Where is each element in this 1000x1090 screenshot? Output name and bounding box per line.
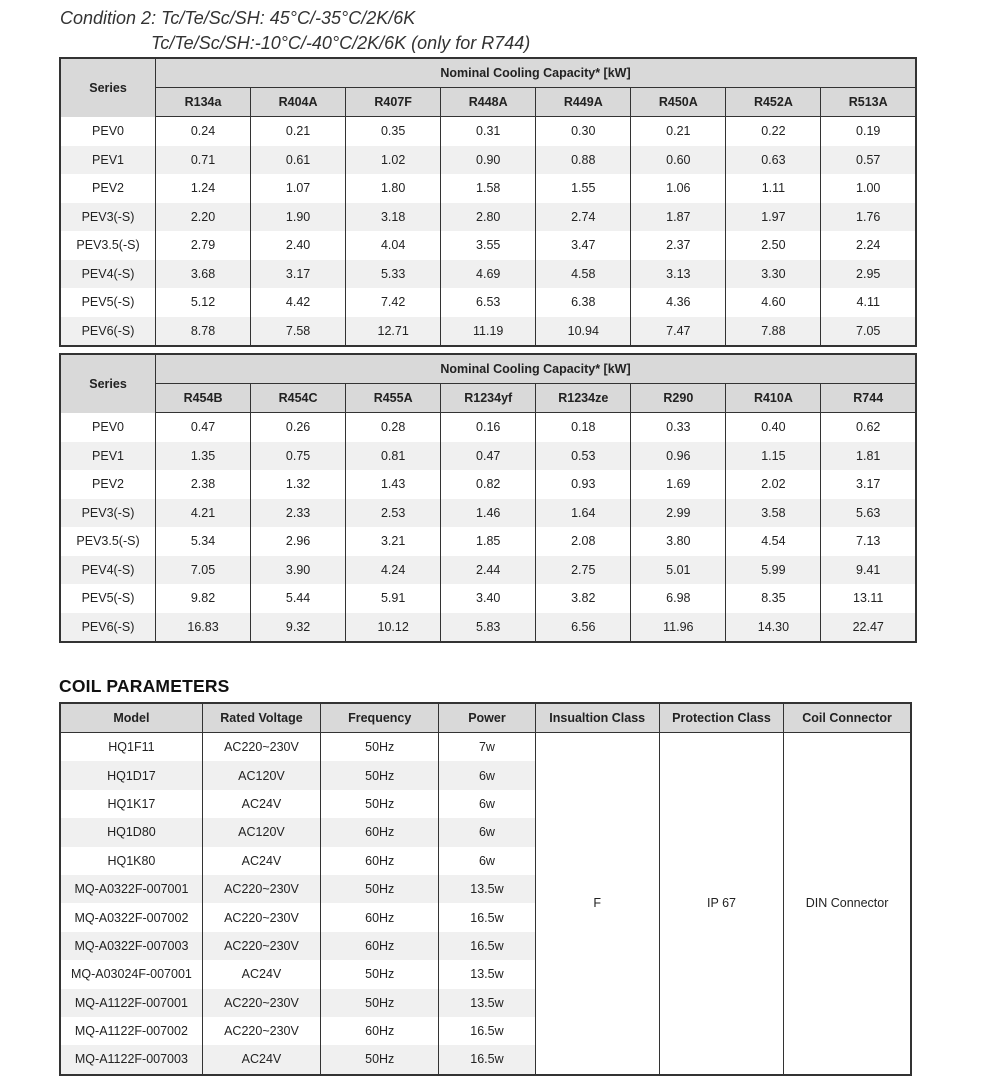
coil-model-cell: MQ-A0322F-007002 xyxy=(60,903,202,931)
capacity-cell: 2.79 xyxy=(156,231,251,260)
capacity-cell: 13.11 xyxy=(821,584,916,613)
table-row xyxy=(60,584,916,613)
capacity-cell: 0.63 xyxy=(726,146,821,175)
capacity-cell: 1.46 xyxy=(441,499,536,528)
coil-voltage-cell: AC24V xyxy=(202,960,320,988)
capacity-cell: 3.40 xyxy=(441,584,536,613)
capacity-cell: 3.80 xyxy=(631,527,726,556)
coil-power-cell: 16.5w xyxy=(439,932,535,960)
capacity-cell: 0.57 xyxy=(821,146,916,175)
capacity-cell: 0.71 xyxy=(156,146,251,175)
coil-frequency-cell: 60Hz xyxy=(321,1017,439,1045)
refrigerant-header: R454B xyxy=(156,384,251,413)
coil-power-cell: 16.5w xyxy=(439,1045,535,1074)
capacity-cell: 0.35 xyxy=(346,117,441,146)
capacity-cell: 2.50 xyxy=(726,231,821,260)
refrigerant-header: R744 xyxy=(821,384,916,413)
capacity-cell: 0.22 xyxy=(726,117,821,146)
table-row xyxy=(60,260,916,289)
capacity-cell: 0.96 xyxy=(631,442,726,471)
capacity-cell: 2.95 xyxy=(821,260,916,289)
capacity-cell: 3.30 xyxy=(726,260,821,289)
capacity-cell: 0.31 xyxy=(441,117,536,146)
capacity-cell: 3.17 xyxy=(251,260,346,289)
capacity-cell: 2.74 xyxy=(536,203,631,232)
coil-frequency-cell: 50Hz xyxy=(321,989,439,1017)
coil-voltage-cell: AC120V xyxy=(202,818,320,846)
capacity-cell: 7.42 xyxy=(346,288,441,317)
coil-voltage-cell: AC24V xyxy=(202,1045,320,1074)
capacity-cell: 0.21 xyxy=(631,117,726,146)
capacity-cell: 0.30 xyxy=(536,117,631,146)
refrigerant-header: R404A xyxy=(251,88,346,117)
capacity-cell: 5.33 xyxy=(346,260,441,289)
coil-voltage-cell: AC220~230V xyxy=(202,875,320,903)
refrigerant-header: R134a xyxy=(156,88,251,117)
coil-frequency-cell: 50Hz xyxy=(321,733,439,762)
capacity-cell: 5.01 xyxy=(631,556,726,585)
capacity-cell: 2.44 xyxy=(441,556,536,585)
capacity-cell: 9.32 xyxy=(251,613,346,643)
refrigerant-header: R290 xyxy=(631,384,726,413)
coil-frequency-cell: 50Hz xyxy=(321,1045,439,1074)
capacity-cell: 4.36 xyxy=(631,288,726,317)
table-row xyxy=(60,442,916,471)
coil-power-cell: 7w xyxy=(439,733,535,762)
capacity-cell: 12.71 xyxy=(346,317,441,347)
coil-header: Frequency xyxy=(321,703,439,733)
refrigerant-header: R410A xyxy=(726,384,821,413)
table-row xyxy=(60,317,916,347)
capacity-cell: 1.69 xyxy=(631,470,726,499)
capacity-cell: 1.15 xyxy=(726,442,821,471)
capacity-cell: 3.47 xyxy=(536,231,631,260)
coil-voltage-cell: AC24V xyxy=(202,790,320,818)
coil-power-cell: 13.5w xyxy=(439,989,535,1017)
capacity-cell: 3.17 xyxy=(821,470,916,499)
series-cell: PEV6(-S) xyxy=(60,317,156,347)
table-row xyxy=(60,499,916,528)
coil-voltage-cell: AC24V xyxy=(202,847,320,875)
capacity-cell: 6.56 xyxy=(536,613,631,643)
capacity-cell: 3.68 xyxy=(156,260,251,289)
capacity-cell: 1.80 xyxy=(346,174,441,203)
capacity-cell: 4.69 xyxy=(441,260,536,289)
capacity-cell: 7.05 xyxy=(821,317,916,347)
coil-header: Rated Voltage xyxy=(202,703,320,733)
coil-model-cell: HQ1F11 xyxy=(60,733,202,762)
table-row xyxy=(60,117,916,146)
capacity-cell: 2.37 xyxy=(631,231,726,260)
capacity-cell: 8.78 xyxy=(156,317,251,347)
coil-voltage-cell: AC120V xyxy=(202,761,320,789)
capacity-cell: 10.12 xyxy=(346,613,441,643)
capacity-cell: 1.76 xyxy=(821,203,916,232)
capacity-cell: 0.16 xyxy=(441,413,536,442)
capacity-cell: 2.40 xyxy=(251,231,346,260)
coil-model-cell: MQ-A1122F-007002 xyxy=(60,1017,202,1045)
table-row xyxy=(60,556,916,585)
coil-frequency-cell: 50Hz xyxy=(321,761,439,789)
series-cell: PEV3.5(-S) xyxy=(60,527,156,556)
capacity-cell: 3.58 xyxy=(726,499,821,528)
coil-voltage-cell: AC220~230V xyxy=(202,1017,320,1045)
capacity-cell: 0.81 xyxy=(346,442,441,471)
insulation-class-cell: F xyxy=(535,733,659,1075)
coil-frequency-cell: 60Hz xyxy=(321,847,439,875)
capacity-cell: 0.18 xyxy=(536,413,631,442)
coil-power-cell: 6w xyxy=(439,761,535,789)
capacity-cell: 0.33 xyxy=(631,413,726,442)
capacity-cell: 1.35 xyxy=(156,442,251,471)
coil-model-cell: MQ-A0322F-007003 xyxy=(60,932,202,960)
series-cell: PEV6(-S) xyxy=(60,613,156,643)
table-row xyxy=(60,146,916,175)
capacity-cell: 22.47 xyxy=(821,613,916,643)
capacity-cell: 2.53 xyxy=(346,499,441,528)
capacity-cell: 0.28 xyxy=(346,413,441,442)
capacity-cell: 16.83 xyxy=(156,613,251,643)
capacity-cell: 1.81 xyxy=(821,442,916,471)
series-cell: PEV0 xyxy=(60,413,156,442)
capacity-cell: 0.82 xyxy=(441,470,536,499)
coil-model-cell: MQ-A1122F-007001 xyxy=(60,989,202,1017)
refrigerant-header: R1234ze xyxy=(536,384,631,413)
coil-frequency-cell: 60Hz xyxy=(321,818,439,846)
capacity-cell: 7.58 xyxy=(251,317,346,347)
capacity-cell: 0.90 xyxy=(441,146,536,175)
capacity-cell: 5.34 xyxy=(156,527,251,556)
capacity-cell: 2.24 xyxy=(821,231,916,260)
coil-model-cell: MQ-A03024F-007001 xyxy=(60,960,202,988)
table-row xyxy=(60,231,916,260)
series-cell: PEV2 xyxy=(60,470,156,499)
capacity-cell: 4.60 xyxy=(726,288,821,317)
capacity-cell: 5.44 xyxy=(251,584,346,613)
coil-frequency-cell: 50Hz xyxy=(321,875,439,903)
capacity-cell: 1.07 xyxy=(251,174,346,203)
refrigerant-header: R450A xyxy=(631,88,726,117)
coil-header: Insualtion Class xyxy=(535,703,659,733)
capacity-cell: 6.98 xyxy=(631,584,726,613)
series-cell: PEV4(-S) xyxy=(60,260,156,289)
capacity-cell: 0.24 xyxy=(156,117,251,146)
coil-frequency-cell: 50Hz xyxy=(321,960,439,988)
capacity-cell: 7.13 xyxy=(821,527,916,556)
capacity-cell: 0.62 xyxy=(821,413,916,442)
capacity-cell: 3.21 xyxy=(346,527,441,556)
capacity-cell: 0.60 xyxy=(631,146,726,175)
capacity-cell: 0.53 xyxy=(536,442,631,471)
coil-connector-cell: DIN Connector xyxy=(784,733,911,1075)
series-header: Series xyxy=(60,354,156,413)
coil-voltage-cell: AC220~230V xyxy=(202,989,320,1017)
capacity-cell: 1.00 xyxy=(821,174,916,203)
table-row xyxy=(60,733,911,762)
capacity-cell: 0.75 xyxy=(251,442,346,471)
capacity-cell: 3.13 xyxy=(631,260,726,289)
coil-voltage-cell: AC220~230V xyxy=(202,932,320,960)
refrigerant-header: R454C xyxy=(251,384,346,413)
capacity-cell: 1.02 xyxy=(346,146,441,175)
series-cell: PEV5(-S) xyxy=(60,288,156,317)
capacity-cell: 0.61 xyxy=(251,146,346,175)
capacity-cell: 0.47 xyxy=(441,442,536,471)
coil-parameters-table xyxy=(59,702,912,1076)
condition-line-1: Condition 2: Tc/Te/Sc/SH: 45°C/-35°C/2K/6K xyxy=(60,8,416,28)
coil-model-cell: MQ-A0322F-007001 xyxy=(60,875,202,903)
capacity-cell: 1.06 xyxy=(631,174,726,203)
coil-frequency-cell: 50Hz xyxy=(321,790,439,818)
refrigerant-header: R513A xyxy=(821,88,916,117)
capacity-cell: 3.90 xyxy=(251,556,346,585)
capacity-cell: 4.04 xyxy=(346,231,441,260)
refrigerant-header: R452A xyxy=(726,88,821,117)
capacity-cell: 10.94 xyxy=(536,317,631,347)
coil-model-cell: HQ1D17 xyxy=(60,761,202,789)
capacity-cell: 4.58 xyxy=(536,260,631,289)
coil-power-cell: 6w xyxy=(439,790,535,818)
capacity-cell: 0.93 xyxy=(536,470,631,499)
series-cell: PEV3(-S) xyxy=(60,499,156,528)
coil-model-cell: MQ-A1122F-007003 xyxy=(60,1045,202,1074)
coil-power-cell: 16.5w xyxy=(439,903,535,931)
group-header: Nominal Cooling Capacity* [kW] xyxy=(156,58,917,88)
coil-parameters-title: COIL PARAMETERS xyxy=(59,676,230,696)
table-row xyxy=(60,288,916,317)
table-row xyxy=(60,174,916,203)
capacity-cell: 5.91 xyxy=(346,584,441,613)
capacity-cell: 11.19 xyxy=(441,317,536,347)
capacity-cell: 2.08 xyxy=(536,527,631,556)
capacity-cell: 1.90 xyxy=(251,203,346,232)
capacity-cell: 4.21 xyxy=(156,499,251,528)
coil-model-cell: HQ1K17 xyxy=(60,790,202,818)
capacity-cell: 5.12 xyxy=(156,288,251,317)
capacity-cell: 6.53 xyxy=(441,288,536,317)
capacity-cell: 1.43 xyxy=(346,470,441,499)
capacity-cell: 1.32 xyxy=(251,470,346,499)
capacity-cell: 2.80 xyxy=(441,203,536,232)
table-row xyxy=(60,613,916,643)
coil-header: Power xyxy=(439,703,535,733)
coil-power-cell: 6w xyxy=(439,847,535,875)
capacity-cell: 3.18 xyxy=(346,203,441,232)
capacity-cell: 7.88 xyxy=(726,317,821,347)
series-cell: PEV4(-S) xyxy=(60,556,156,585)
capacity-cell: 4.24 xyxy=(346,556,441,585)
group-header: Nominal Cooling Capacity* [kW] xyxy=(156,354,917,384)
capacity-cell: 5.99 xyxy=(726,556,821,585)
series-cell: PEV3(-S) xyxy=(60,203,156,232)
coil-header: Protection Class xyxy=(659,703,783,733)
capacity-cell: 5.83 xyxy=(441,613,536,643)
protection-class-cell: IP 67 xyxy=(659,733,783,1075)
capacity-cell: 7.05 xyxy=(156,556,251,585)
capacity-table-1 xyxy=(59,57,917,347)
capacity-cell: 9.41 xyxy=(821,556,916,585)
capacity-cell: 1.58 xyxy=(441,174,536,203)
coil-header: Model xyxy=(60,703,202,733)
coil-frequency-cell: 60Hz xyxy=(321,903,439,931)
coil-header: Coil Connector xyxy=(784,703,911,733)
table-row xyxy=(60,413,916,442)
capacity-cell: 1.97 xyxy=(726,203,821,232)
capacity-cell: 1.64 xyxy=(536,499,631,528)
refrigerant-header: R1234yf xyxy=(441,384,536,413)
capacity-cell: 9.82 xyxy=(156,584,251,613)
series-cell: PEV0 xyxy=(60,117,156,146)
refrigerant-header: R449A xyxy=(536,88,631,117)
series-cell: PEV3.5(-S) xyxy=(60,231,156,260)
coil-model-cell: HQ1D80 xyxy=(60,818,202,846)
capacity-cell: 1.85 xyxy=(441,527,536,556)
series-header: Series xyxy=(60,58,156,117)
condition-line-2: Tc/Te/Sc/SH:-10°C/-40°C/2K/6K (only for R744) xyxy=(151,33,531,53)
capacity-cell: 0.47 xyxy=(156,413,251,442)
table-row xyxy=(60,527,916,556)
capacity-cell: 2.75 xyxy=(536,556,631,585)
capacity-cell: 2.02 xyxy=(726,470,821,499)
capacity-cell: 2.38 xyxy=(156,470,251,499)
table-row xyxy=(60,203,916,232)
capacity-cell: 0.21 xyxy=(251,117,346,146)
refrigerant-header: R448A xyxy=(441,88,536,117)
coil-voltage-cell: AC220~230V xyxy=(202,733,320,762)
coil-frequency-cell: 60Hz xyxy=(321,932,439,960)
coil-model-cell: HQ1K80 xyxy=(60,847,202,875)
coil-power-cell: 13.5w xyxy=(439,960,535,988)
capacity-cell: 1.11 xyxy=(726,174,821,203)
capacity-cell: 11.96 xyxy=(631,613,726,643)
capacity-cell: 5.63 xyxy=(821,499,916,528)
series-cell: PEV1 xyxy=(60,146,156,175)
capacity-cell: 1.87 xyxy=(631,203,726,232)
capacity-cell: 3.55 xyxy=(441,231,536,260)
coil-voltage-cell: AC220~230V xyxy=(202,903,320,931)
capacity-cell: 2.96 xyxy=(251,527,346,556)
series-cell: PEV2 xyxy=(60,174,156,203)
series-cell: PEV5(-S) xyxy=(60,584,156,613)
capacity-cell: 7.47 xyxy=(631,317,726,347)
coil-power-cell: 16.5w xyxy=(439,1017,535,1045)
capacity-cell: 4.11 xyxy=(821,288,916,317)
capacity-cell: 6.38 xyxy=(536,288,631,317)
capacity-cell: 2.20 xyxy=(156,203,251,232)
capacity-cell: 4.42 xyxy=(251,288,346,317)
capacity-cell: 2.33 xyxy=(251,499,346,528)
capacity-table-2 xyxy=(59,353,917,643)
refrigerant-header: R455A xyxy=(346,384,441,413)
capacity-cell: 0.88 xyxy=(536,146,631,175)
table-row xyxy=(60,470,916,499)
capacity-cell: 2.99 xyxy=(631,499,726,528)
capacity-cell: 4.54 xyxy=(726,527,821,556)
refrigerant-header: R407F xyxy=(346,88,441,117)
capacity-cell: 1.55 xyxy=(536,174,631,203)
coil-power-cell: 6w xyxy=(439,818,535,846)
capacity-cell: 8.35 xyxy=(726,584,821,613)
series-cell: PEV1 xyxy=(60,442,156,471)
capacity-cell: 0.26 xyxy=(251,413,346,442)
capacity-cell: 0.19 xyxy=(821,117,916,146)
capacity-cell: 0.40 xyxy=(726,413,821,442)
capacity-cell: 1.24 xyxy=(156,174,251,203)
capacity-cell: 3.82 xyxy=(536,584,631,613)
coil-power-cell: 13.5w xyxy=(439,875,535,903)
capacity-cell: 14.30 xyxy=(726,613,821,643)
